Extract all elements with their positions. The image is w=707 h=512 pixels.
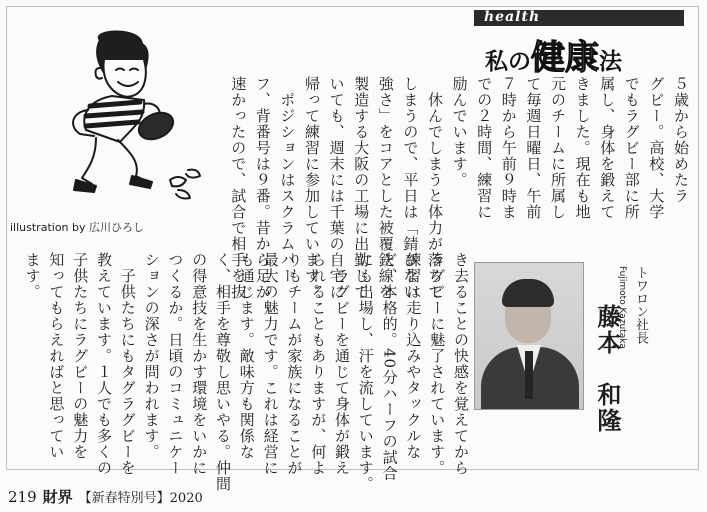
- title-part-2: 健康: [531, 38, 599, 78]
- text-column: く、相手を尊敬し思いやる。仲間: [214, 252, 232, 492]
- author-portrait: [474, 262, 584, 410]
- text-column: ７時から午前９時ま: [499, 76, 518, 220]
- text-column: りもチームが家族になることが: [285, 252, 304, 476]
- text-column: て毎週日曜日、午前: [524, 76, 543, 220]
- issue-label: 【新春特別号】2020: [78, 491, 203, 506]
- text-column: ラグビーに魅了されています。: [428, 252, 447, 476]
- text-column: 励んでいます。: [450, 76, 469, 188]
- text-column: ポジションはスクラムハー: [278, 76, 297, 284]
- text-column: フ、背番号は９番。昔から足が: [253, 76, 272, 300]
- text-column: つくるか。日頃のコミュニケー: [166, 252, 185, 476]
- title-part-3: 法: [599, 49, 622, 75]
- rugby-player-illustration: [60, 30, 220, 215]
- text-column: の得意技を生かす環境をいかに: [190, 252, 209, 476]
- author-name: 藤本 和隆: [593, 304, 621, 434]
- text-column: にも出場し、汗を流しています。: [356, 252, 375, 492]
- text-column: グビー。高校、大学: [647, 76, 666, 220]
- text-column: ラグビーを通じて身体が鍛え: [333, 252, 351, 476]
- magazine-name: 財界: [42, 488, 73, 506]
- text-column: しまうので、平日は「錆びない: [401, 76, 420, 300]
- text-column: られることもありますが、何よ: [309, 252, 328, 476]
- text-column: ど、本格的。40分ハーフの試合: [380, 252, 399, 482]
- text-column: 帰って練習に参加しています。: [303, 76, 321, 300]
- text-column: 属し、身体を鍛えて: [598, 76, 617, 220]
- text-column: ションの深さが問われます。: [142, 252, 161, 460]
- text-column: ５歳から始めたラ: [672, 76, 690, 204]
- article-title: [485, 30, 622, 79]
- page-footer: [8, 486, 203, 507]
- title-part-1: 私の: [485, 49, 531, 75]
- text-column: 最大の魅力です。これは経営に: [261, 252, 280, 476]
- text-column: 知ってもらえればと思ってい: [47, 252, 66, 460]
- text-column: いても、週末には千葉の自宅に: [327, 76, 346, 300]
- text-column: 製造する大阪の工場に出勤して: [352, 76, 371, 300]
- text-column: 強さ」をコアとした被覆鉄線を: [376, 76, 395, 300]
- text-column: 教えています。１人でも多くの: [95, 252, 113, 476]
- text-column: きました。現在も地: [573, 76, 592, 220]
- text-column: 子供たちにラグビーの魅力を: [71, 252, 90, 460]
- author-affiliation: トワロン社長: [633, 266, 648, 344]
- text-column: き去ることの快感を覚えてから: [452, 252, 470, 476]
- text-column: 元のチームに所属し: [549, 76, 567, 220]
- section-header-bar: [474, 10, 684, 26]
- text-column: ます。: [23, 252, 42, 300]
- text-column: 練習は走り込みやタックルな: [404, 252, 423, 460]
- text-column: 休んでしまうと体力が落ちて: [426, 76, 444, 300]
- text-column: 子供たちにもタグラグビーを: [118, 252, 137, 476]
- text-column: での２時間、練習に: [475, 76, 494, 220]
- section-tag: health: [484, 9, 541, 25]
- text-column: も通じます。敵味方も関係な: [237, 252, 256, 460]
- author-romaji: Fujimoto Kazutaka: [617, 266, 627, 349]
- page-number: 219: [8, 488, 37, 506]
- text-column: でもラグビー部に所: [622, 76, 641, 220]
- text-column: 速かったので、試合で相手を抜: [229, 76, 248, 300]
- illustration-credit: illustration by 広川ひろし: [10, 221, 145, 234]
